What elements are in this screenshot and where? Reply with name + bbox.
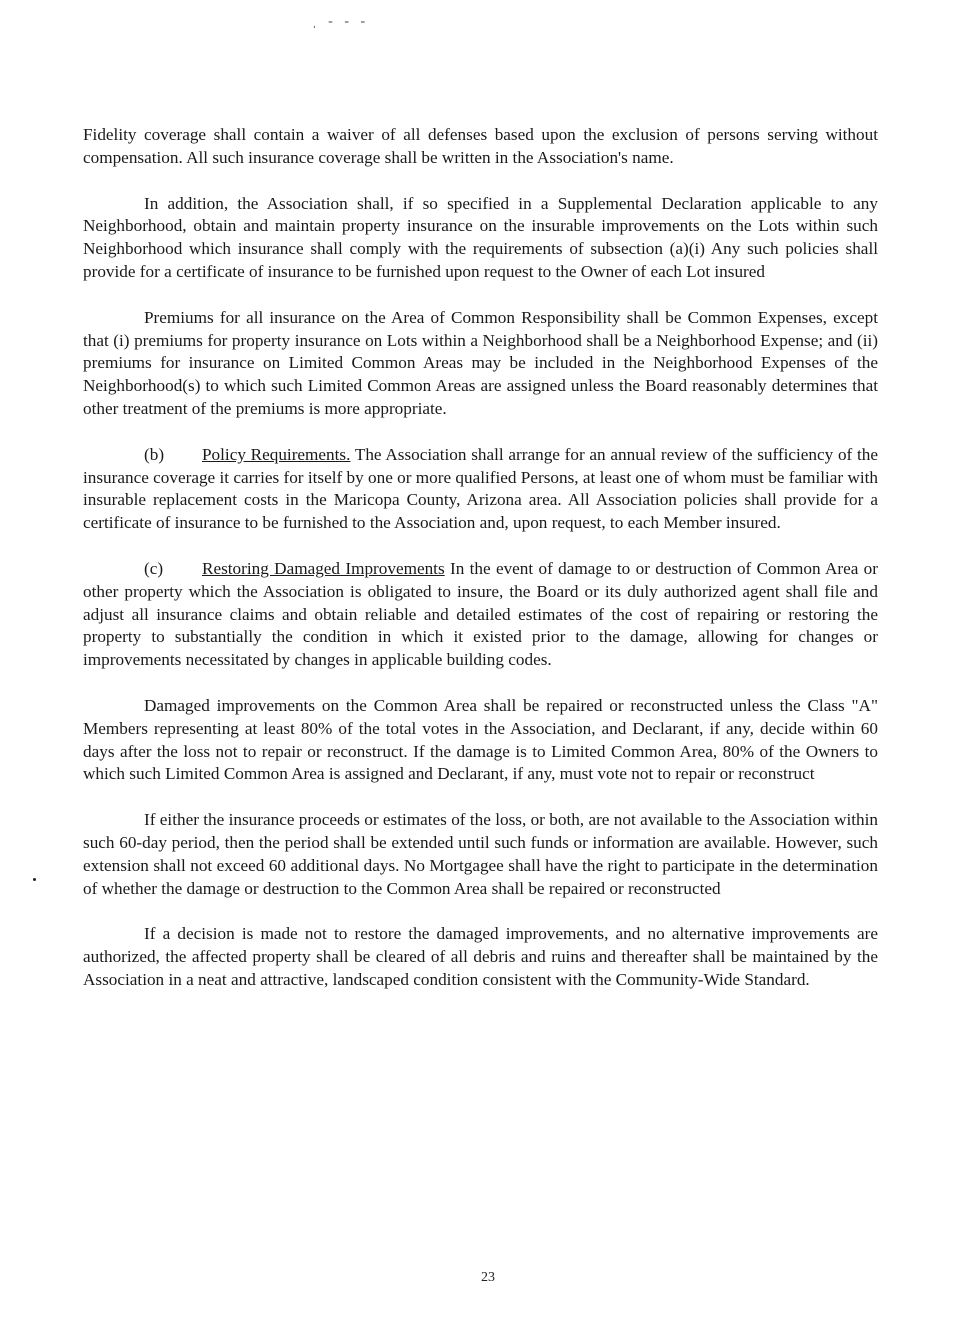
paragraph-decision-not-to-restore: If a decision is made not to restore the damaged improvements, and no alternative improvements are authorized, the affected property shall be cleared of all debris and ruins and thereafter shall be maintained by the Association in a neat and attractive, landscaped condition consistent with the Community-Wide Standard.: [83, 924, 878, 989]
section-c-restoring-damaged-improvements: [83, 558, 878, 672]
paragraph-insurance-proceeds: If either the insurance proceeds or estimates of the loss, or both, are not available to the Association within such 60-day period, then the period shall be extended until such funds or information are available. However, such extension shall not exceed 60 additional days. No Mortgagee shall have the right to participate in the determination of whether the damage or destruction to the Common Area shall be repaired or reconstructed: [83, 810, 878, 898]
section-c-body: In the event of damage to or destruction of Common Area or other property which the Association is obligated to insure, the Board or its duly authorized agent shall file and adjust all insurance claims and obtain reliable and detailed estimates of the cost of repairing or restoring the property to substantially the condition in which it existed prior to the damage, allowing for changes or improvements necessitated by changes in applicable building codes.: [83, 558, 878, 670]
section-c-heading: Restoring Damaged Improvements: [202, 558, 445, 578]
section-b-policy-requirements: [83, 444, 878, 535]
section-b-label: (b): [144, 444, 165, 464]
document-body: [83, 124, 878, 1015]
section-c-label: (c): [144, 558, 164, 578]
section-b-heading: Policy Requirements.: [202, 444, 351, 464]
paragraph-damaged-improvements: Damaged improvements on the Common Area shall be repaired or reconstructed unless the Class "A" Members representing at least 80% of the total votes in the Association, and Declarant, if any, decide within 60 days after the loss not to repair or reconstruct. If the damage is to Limited Common Area, 80% of the Owners to which such Limited Common Area is assigned and Declarant, if any, must vote not to repair or reconstruct: [83, 695, 878, 784]
margin-dot: [33, 878, 36, 881]
page-number: 23: [481, 1270, 495, 1285]
scan-artifact-mark: ˌ - - -: [312, 14, 370, 29]
paragraph-neighborhood-insurance: In addition, the Association shall, if so specified in a Supplemental Declaration applicable to any Neighborhood, obtain and maintain property insurance on the insurable improvements on the Lots within such Neighborhood which insurance shall comply with the requirements of subsection (a)(i) Any such policies shall provide for a certificate of insurance to be furnished upon request to the Owner of each Lot insured: [83, 193, 878, 281]
paragraph-premiums: Premiums for all insurance on the Area of Common Responsibility shall be Common Expenses, except that (i) premiums for property insurance on Lots within a Neighborhood shall be a Neighborhood Expense; and (ii) premiums for insurance on Limited Common Areas may be included in the Neighborhood Expenses of the Neighborhood(s) to which such Limited Common Areas are assigned unless the Board reasonably determines that other treatment of the premiums is more appropriate.: [83, 307, 878, 418]
section-b-body: The Association shall arrange for an annual review of the sufficiency of the insurance coverage it carries for itself by one or more qualified Persons, at least one of whom must be familiar with insurable replacement costs in the Maricopa County, Arizona area. All Association policies shall provide for a certificate of insurance to be furnished to the Association and, upon request, to each Member insured.: [83, 444, 879, 533]
paragraph-fidelity-coverage: Fidelity coverage shall contain a waiver of all defenses based upon the exclusion of persons serving without compensation. All such insurance coverage shall be written in the Association's name.: [83, 125, 878, 167]
